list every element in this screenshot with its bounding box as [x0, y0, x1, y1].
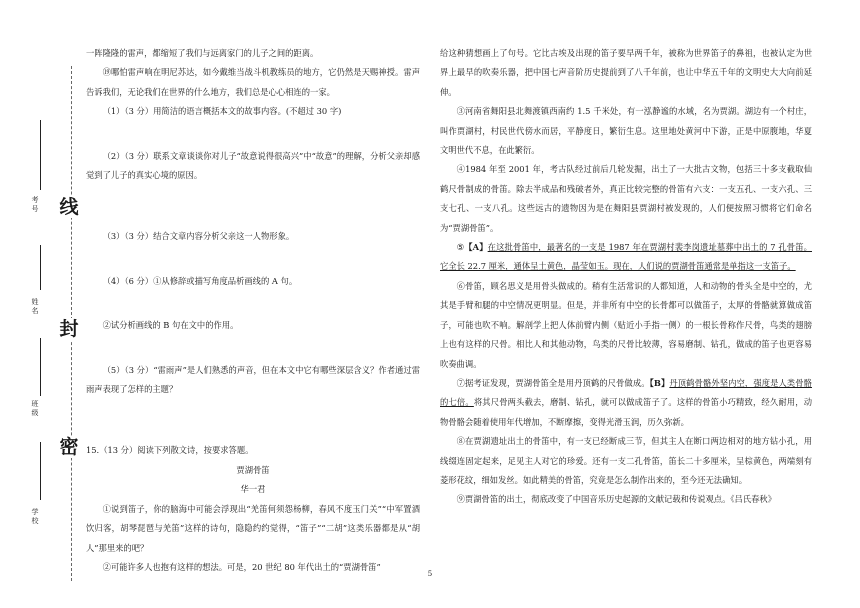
question-1: （1）（3 分）用简洁的语言概括本文的故事内容。(不超过 30 字): [102, 106, 342, 117]
article-paragraph: ⑧在贾湖遗址出土的骨笛中，有一支已经断成三节，但其主人在断口两边相对的地方钻小孔，用线缀连固定起来，足见主人对它的珍爱。还有一支二孔骨笛，笛长二十多厘米，呈棕黄色，两端刻有菱形花纹，细如发丝。如此精美的骨笛，究竟是怎么制作出来的，至今还无法确知。: [440, 436, 812, 485]
right-column: [440, 44, 812, 510]
question-4-part-1: （4）（6 分）①从修辞或描写角度品析画线的 A 句。: [102, 275, 298, 286]
question-3: （3）（3 分）结合文章内容分析父亲这一人物形象。: [102, 231, 295, 242]
school-label: 学校: [31, 508, 39, 525]
question-15-heading: 15.（13 分）阅读下列散文诗，按要求答题。: [86, 445, 254, 456]
marker-b: 【B】: [649, 377, 670, 388]
school-underline: [40, 442, 41, 500]
underlined-sentence-a: 在这批骨笛中，最著名的一支是 1987 年在贾湖村裴李岗遗址墓葬中出土的 7 孔骨笛。它全长 22.7 厘米，通体呈土黄色，晶莹如玉。现在，人们说的贾湖骨笛通常是单指这一支笛子。: [440, 242, 812, 272]
article-paragraph: ⑥骨笛，顾名思义是用骨头做成的。稍有生活常识的人都知道，人和动物的骨头全是中空的，尤其是手臂和腿的中空情况更明显。但是，并非所有中空的长骨都可以做笛子，太厚的骨骼就算做成笛子，可能也吹不响。解剖学上把人体前臂内侧（贴近小手指一侧）的一根长骨称作尺骨，鸟类的翅膀上也有这样的尺骨。相比人和其他动物，鸟类的尺骨比较薄，容易磨制、钻孔，做成的笛子也更容易吹奏曲调。: [440, 280, 812, 369]
paragraph: ⑲哪怕雷声响在明尼苏达，如今戴维当战斗机教练员的地方，它仍然是天赐神授。雷声告诉我们，无论我们在世界的什么地方，我们总是心心相连的一家。: [86, 67, 420, 97]
article-paragraph-5: [440, 238, 812, 277]
class-underline: [40, 338, 41, 396]
article-paragraph-7: [440, 374, 812, 432]
article-paragraph: ⑨贾湖骨笛的出土，彻底改变了中国音乐历史起源的文献记载和传说观点。《吕氏春秋》: [456, 494, 777, 505]
exam-no-underline: [40, 120, 41, 190]
underlined-sentence-b: 丹顶鹤骨骼外坚内空，强度是人类骨骼的七倍。: [440, 377, 812, 408]
marker-a: 【A】: [464, 242, 488, 253]
article-paragraph: ①说到笛子，你的脑海中可能会浮现出“羌笛何须怨杨柳，春风不度玉门关”“中军置酒饮归客，胡琴琵琶与羌笛”这样的诗句，隐隐约约觉得，“笛子”“二胡”这类乐器都是从“胡人”那里来的吧？: [86, 503, 420, 553]
paragraph: 一阵隆隆的雷声，都缩短了我们与远离家门的儿子之间的距离。: [86, 48, 319, 58]
question-2: （2）（3 分）联系文章谈谈你对儿子“故意说得很高兴”中“故意”的理解，分析父亲却感觉到了儿子的真实心境的原因。: [86, 150, 420, 181]
binding-mark-seal: 封: [59, 318, 79, 340]
binding-mark-line: 线: [59, 196, 79, 218]
paragraph-text: ⑦据考证发现，贾湖骨笛全是用丹顶鹤的尺骨做成。: [456, 377, 650, 388]
article-title: 贾湖骨笛: [236, 464, 270, 475]
question-5: （5）（3 分）“雷雨声”是人们熟悉的声音，但在本文中它有哪些深层含义？作者通过雷雨声表现了怎样的主题？: [86, 364, 420, 395]
paragraph-text: 将其尺骨两头截去，磨制、钻孔，就可以做成笛子了。这样的骨笛小巧精致，经久耐用，动物骨骼会随着使用年代增加，不断摩擦，变得光滑玉润，历久弥新。: [440, 397, 812, 427]
paragraph-number: ⑤: [456, 242, 465, 253]
name-label: 姓名: [31, 298, 39, 315]
name-underline: [40, 245, 41, 290]
question-4-part-2: ②试分析画线的 B 句在文中的作用。: [102, 320, 239, 331]
article-paragraph: 给这种猜想画上了句号。它比古埃及出现的笛子要早两千年，被称为世界笛子的鼻祖，也被认定为世界上最早的吹奏乐器，把中国七声音阶历史提前到了八千年前，也让中华五千年的文明史大大向前延伸。: [440, 48, 812, 97]
exam-no-label: 考号: [31, 196, 39, 213]
article-paragraph: ②可能许多人也抱有这样的想法。可是，20 世纪 80 年代出土的“贾湖骨笛”: [102, 561, 381, 572]
class-label: 班级: [31, 400, 39, 417]
article-paragraph: ③河南省舞阳县北舞渡镇西南约 1.5 千米处，有一泓静谧的水域，名为贾湖。湖边有一个村庄，叫作贾湖村，村民世代傍水而居，平静度日，繁衍生息。这里地处黄河中下游，正是中原腹地，华夏文明世代不息，在此繁衍。: [440, 106, 812, 156]
page-number: 5: [427, 570, 433, 578]
left-column: [86, 44, 420, 577]
article-paragraph: ④1984 年至 2001 年，考古队经过前后几轮发掘，出土了一大批古文物，包括三十多支截取仙鹤尺骨制成的骨笛。除去半成品和残破者外，真正比较完整的骨笛有六支：一支五孔、一支六孔、三支七孔、一支八孔。这些远古的遗物因为是在舞阳县贾湖村被发现的，人们便按照习惯将它们命名为“贾湖骨笛”。: [440, 164, 812, 233]
binding-mark-close: 密: [59, 436, 79, 458]
article-author: 华一君: [240, 484, 266, 495]
